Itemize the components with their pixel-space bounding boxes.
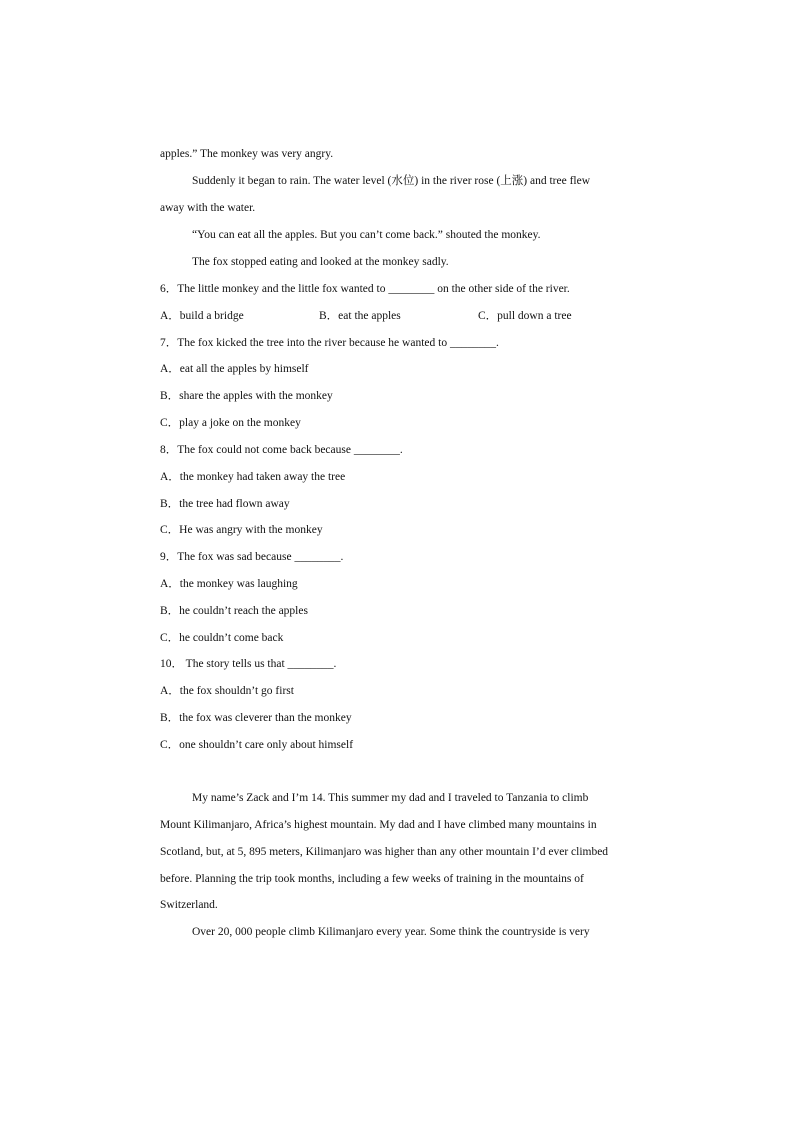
passage2-line-3: Scotland, but, at 5, 895 meters, Kilimanjaro was higher than any other mountain I’d ever climbed [160, 846, 609, 858]
question-9-option-b: B．he couldn’t reach the apples [160, 605, 308, 617]
question-7-option-a: A．eat all the apples by himself [160, 363, 309, 375]
passage2-line-4: before. Planning the trip took months, including a few weeks of training in the mountains of [160, 873, 584, 885]
question-7-stem: 7．The fox kicked the tree into the river because he wanted to ________. [160, 337, 499, 349]
question-10-stem: 10． The story tells us that ________. [160, 658, 337, 670]
question-8-option-b: B．the tree had flown away [160, 498, 290, 510]
passage1-line-1: apples.” The monkey was very angry. [160, 148, 334, 160]
question-9-stem: 9．The fox was sad because ________. [160, 551, 344, 563]
question-6-option-a: A．build a bridge [160, 310, 244, 322]
passage1-line-5: The fox stopped eating and looked at the monkey sadly. [192, 256, 449, 268]
question-10-option-c: C．one shouldn’t care only about himself [160, 739, 354, 751]
question-6-option-b: B．eat the apples [319, 310, 401, 322]
question-7-option-b: B．share the apples with the monkey [160, 390, 333, 402]
passage2-line-1: My name’s Zack and I’m 14. This summer my dad and I traveled to Tanzania to climb [192, 792, 589, 804]
question-6-stem: 6．The little monkey and the little fox wanted to ________ on the other side of the river. [160, 283, 570, 295]
question-9-option-a: A．the monkey was laughing [160, 578, 298, 590]
question-9-option-c: C．he couldn’t come back [160, 632, 284, 644]
question-7-option-c: C．play a joke on the monkey [160, 417, 301, 429]
question-10-option-b: B．the fox was cleverer than the monkey [160, 712, 352, 724]
passage2-line-5: Switzerland. [160, 899, 218, 911]
passage1-line-4: “You can eat all the apples. But you can’t come back.” shouted the monkey. [192, 229, 541, 241]
question-6-option-c: C．pull down a tree [478, 310, 572, 322]
passage2-line-6: Over 20, 000 people climb Kilimanjaro every year. Some think the countryside is very [192, 926, 590, 938]
question-8-option-c: C．He was angry with the monkey [160, 524, 323, 536]
passage1-line-2: Suddenly it began to rain. The water level (水位) in the river rose (上涨) and tree flew [192, 175, 591, 187]
question-10-option-a: A．the fox shouldn’t go first [160, 685, 294, 697]
passage2-line-2: Mount Kilimanjaro, Africa’s highest mountain. My dad and I have climbed many mountains in [160, 819, 597, 831]
question-8-option-a: A．the monkey had taken away the tree [160, 471, 346, 483]
passage1-line-3: away with the water. [160, 202, 256, 214]
question-8-stem: 8．The fox could not come back because ________. [160, 444, 403, 456]
